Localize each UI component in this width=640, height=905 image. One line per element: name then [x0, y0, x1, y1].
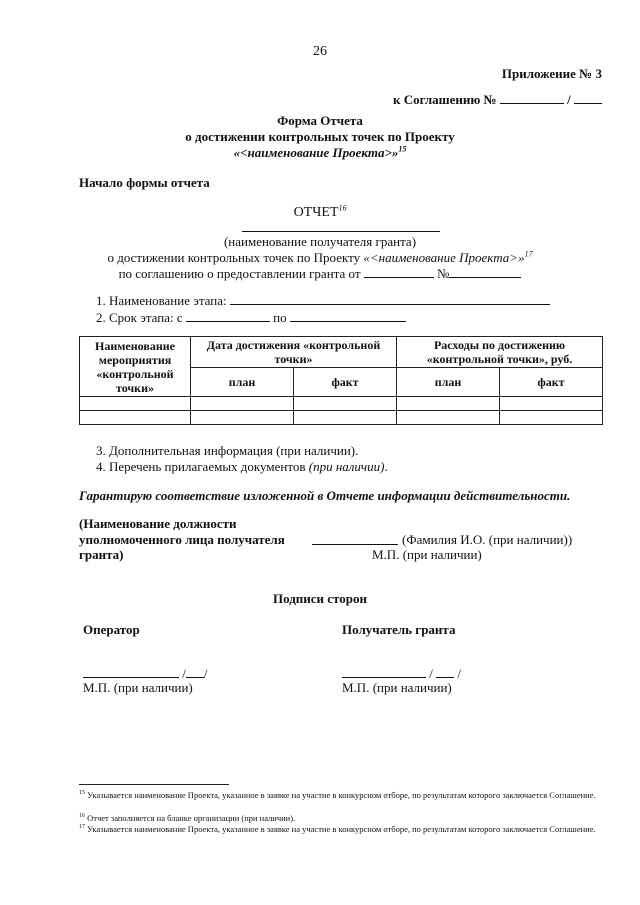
- recipient-signature-blank: [342, 665, 426, 678]
- signer-signature-line: [312, 544, 398, 545]
- stage-name-blank: [230, 292, 550, 305]
- footnote-text: Отчет заполняется на бланке организации (при наличии).: [87, 813, 296, 823]
- agreement-ref-text: к Соглашению №: [392, 92, 497, 107]
- item-additional-info: 3. Дополнительная информация (при наличии).: [96, 443, 359, 458]
- footnote-ref: 15: [398, 144, 407, 154]
- header-date-fact: факт: [294, 368, 397, 397]
- item-stage-name: [96, 292, 550, 309]
- footnote-number: 16: [79, 813, 85, 820]
- header-costs: Расходы по достижению «контрольной точки», руб.: [397, 337, 603, 368]
- appendix-label: Приложение № 3: [501, 66, 602, 81]
- footnote-number: 17: [79, 824, 85, 831]
- operator-signature-blank: [83, 665, 179, 678]
- signatures-title: Подписи сторон: [272, 591, 367, 606]
- item-stage-period-label: 2. Срок этапа: с: [96, 310, 183, 325]
- signer-position-line3: гранта): [79, 547, 124, 562]
- signer-name: (Фамилия И.О. (при наличии)): [402, 532, 573, 547]
- footnote-15: [79, 790, 602, 801]
- form-start-label: Начало формы отчета: [79, 175, 210, 190]
- slash: /: [203, 666, 208, 681]
- recipient-name-line: [242, 231, 440, 232]
- control-points-table: [79, 336, 603, 425]
- item-attached-docs: [96, 459, 388, 475]
- footnote-text: Указывается наименование Проекта, указанное в заявке на участие в конкурсном отборе, по результатам которого заключается Соглашение.: [87, 824, 596, 834]
- agreement-number-field: [500, 91, 564, 104]
- header-date: Дата достижения «контрольной точки»: [191, 337, 397, 368]
- form-title-line1: Форма Отчета: [277, 113, 363, 128]
- footnote-17: [79, 824, 602, 835]
- slash: /: [182, 666, 186, 681]
- item-stage-period: [96, 309, 406, 326]
- header-costs-fact: факт: [500, 368, 603, 397]
- agreement-ref: [393, 91, 602, 108]
- operator-label: Оператор: [83, 622, 140, 637]
- table-row: [80, 411, 603, 425]
- recipient-caption: (наименование получателя гранта): [223, 234, 417, 249]
- header-event: Наименование мероприятия «контрольной точки»: [80, 337, 191, 397]
- agreement-ref-sep: /: [567, 92, 571, 107]
- footnote-separator: [79, 784, 229, 785]
- item-attached-docs-dot: .: [384, 459, 388, 474]
- footnote-ref: 17: [524, 249, 533, 259]
- signer-position-line2: уполномоченного лица получателя: [79, 532, 285, 547]
- recipient-name-blank: [436, 665, 454, 678]
- operator-stamp: М.П. (при наличии): [83, 680, 193, 695]
- agreement-no-blank: [449, 265, 521, 278]
- recipient-label: Получатель гранта: [342, 622, 456, 637]
- item-attached-docs-note: (при наличии): [308, 459, 385, 474]
- item-attached-docs-label: 4. Перечень прилагаемых документов: [96, 459, 309, 474]
- item-stage-period-to: по: [273, 310, 287, 325]
- footnote-number: 15: [79, 790, 85, 797]
- guarantee-statement: Гарантирую соответствие изложенной в Отчете информации действительности.: [79, 488, 571, 503]
- form-title-line3: [0, 145, 640, 161]
- form-title-project: «<наименование Проекта>»: [233, 145, 399, 160]
- footnote-16: [79, 813, 602, 824]
- report-project-prefix: о достижении контрольных точек по Проекту: [107, 250, 364, 265]
- footnote-text: Указывается наименование Проекта, указанное в заявке на участие в конкурсном отборе, по результатам которого заключается Соглашение.: [87, 790, 596, 800]
- report-project-name: «<наименование Проекта>»: [363, 250, 525, 265]
- report-title: [0, 205, 640, 221]
- report-title-text: ОТЧЕТ: [293, 205, 339, 220]
- footnote-ref: 16: [338, 203, 347, 213]
- period-from-blank: [186, 309, 270, 322]
- report-project-line: [0, 250, 640, 266]
- item-stage-name-label: 1. Наименование этапа:: [96, 293, 227, 308]
- page-number: 26: [313, 44, 327, 59]
- agreement-date-blank: [364, 265, 434, 278]
- table-row: [80, 397, 603, 411]
- period-to-blank: [290, 309, 406, 322]
- slash: /: [429, 666, 433, 681]
- signer-position-line1: (Наименование должности: [79, 516, 237, 531]
- signer-stamp: М.П. (при наличии): [372, 547, 482, 562]
- recipient-stamp: М.П. (при наличии): [342, 680, 452, 695]
- report-agreement-no: №: [437, 266, 450, 281]
- header-date-plan: план: [191, 368, 294, 397]
- form-title-line2: о достижении контрольных точек по Проекту: [185, 129, 455, 144]
- slash: /: [457, 666, 461, 681]
- report-agreement-text: по соглашению о предоставлении гранта от: [118, 266, 361, 281]
- header-costs-plan: план: [397, 368, 500, 397]
- operator-name-blank: [186, 665, 204, 678]
- agreement-date-field: [574, 91, 602, 104]
- report-agreement-line: [0, 265, 640, 282]
